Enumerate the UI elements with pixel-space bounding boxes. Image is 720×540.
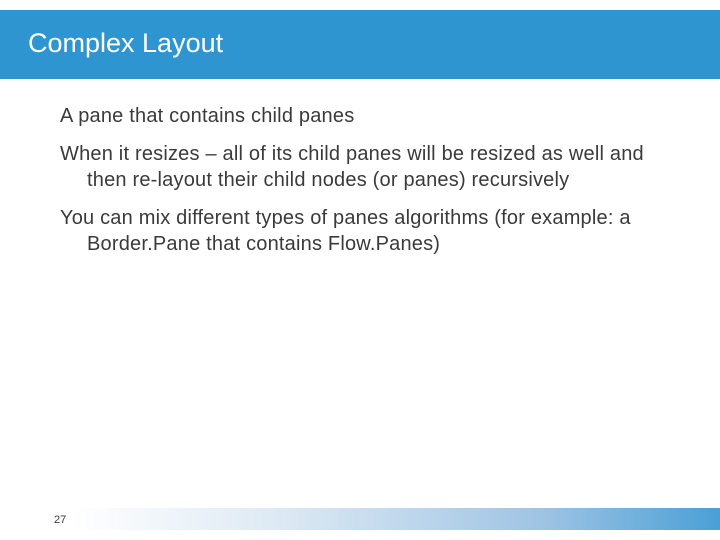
bullet-item: When it resizes – all of its child panes will be resized as well and then re-layout their child nodes (or panes) recursively — [60, 143, 644, 191]
page-number: 27 — [54, 514, 67, 526]
bullet-item: A pane that contains child panes — [60, 105, 355, 127]
title-bar — [0, 10, 720, 79]
slide-content — [60, 103, 680, 269]
footer-bar — [0, 508, 720, 530]
slide-title: Complex Layout — [28, 28, 224, 58]
bullet-item: You can mix different types of panes algorithms (for example: a Border.Pane that contains Flow.Panes) — [60, 207, 631, 255]
